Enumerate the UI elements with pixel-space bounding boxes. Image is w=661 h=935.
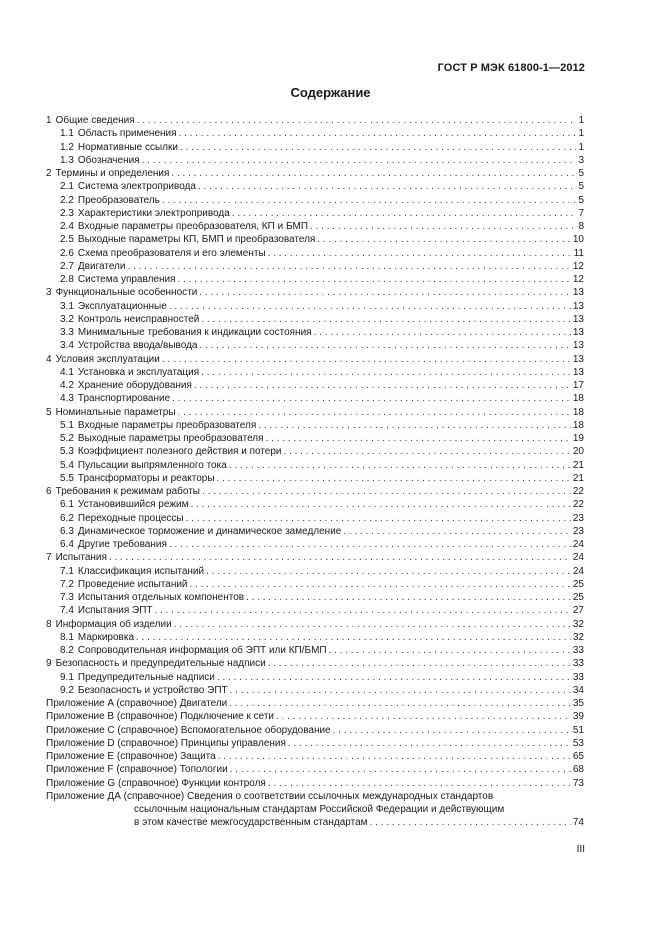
toc-entry-number: 8: [46, 618, 52, 630]
toc-entry[interactable]: [46, 750, 584, 763]
toc-entry[interactable]: [46, 472, 584, 485]
toc-entry-label: Термины и определения: [55, 168, 170, 179]
toc-entry-number: 4.3: [60, 393, 74, 405]
toc-entry-page: 23: [572, 525, 584, 537]
toc-entry-label: Приложение E (справочное) Защита: [46, 751, 216, 762]
toc-entry-label: Система управления: [77, 274, 176, 285]
toc-entry-page: 35: [572, 698, 584, 709]
dot-leader: [343, 525, 571, 538]
dot-leader: [190, 578, 571, 591]
toc-entry-number: 2: [46, 168, 52, 179]
toc-entry-label: Преобразователь: [77, 194, 160, 206]
toc-entry-page: 25: [572, 578, 584, 590]
toc-entry-number: 5: [46, 406, 52, 418]
toc-entry-number: 3: [46, 287, 52, 299]
toc-entry-number: 3.4: [60, 340, 74, 352]
dot-leader: [268, 247, 572, 260]
toc-entry-label: Транспортирование: [77, 393, 171, 405]
toc-entry-page: 13: [572, 313, 584, 325]
toc-entry-label: Испытания: [55, 552, 107, 564]
toc-entry-number: 1.3: [60, 154, 74, 166]
dot-leader: [201, 366, 571, 379]
dot-leader: [268, 777, 571, 790]
toc-entry[interactable]: [46, 180, 584, 193]
toc-entry-label: Общие сведения: [55, 115, 135, 126]
toc-entry-label: Требования к режимам работы: [55, 486, 200, 497]
toc-entry-page: 1: [578, 115, 584, 126]
toc-entry-label: Сопроводительная информация об ЭПТ или КП/БМП: [77, 645, 327, 656]
toc-entry[interactable]: [46, 697, 584, 710]
dot-leader: [109, 551, 571, 564]
toc-entry-label: Выходные параметры КП, БМП и преобразователя: [77, 234, 316, 246]
toc-entry-label: Функциональные особенности: [55, 287, 198, 299]
toc-entry-page: 19: [572, 433, 584, 444]
toc-entry-page: 73: [572, 777, 584, 789]
toc-entry-page: 18: [572, 393, 584, 405]
toc-entry-number: 8.1: [60, 631, 74, 643]
toc-entry[interactable]: [46, 512, 584, 525]
toc-entry[interactable]: [46, 154, 584, 167]
toc-entry[interactable]: [46, 300, 584, 313]
toc-entry-number: 1.1: [60, 128, 74, 140]
toc-entry-page: 22: [572, 499, 584, 511]
dot-leader: [201, 313, 571, 326]
dot-leader: [169, 538, 571, 551]
dot-leader: [218, 750, 571, 763]
dot-leader: [127, 260, 570, 273]
dot-leader: [136, 631, 571, 644]
toc-entry[interactable]: [46, 207, 584, 220]
toc-entry-page: 33: [572, 671, 584, 683]
toc-entry-number: 3.1: [60, 300, 74, 312]
toc-entry-page: 68: [572, 764, 584, 776]
toc-entry-label: Устройства ввода/вывода: [77, 340, 198, 352]
toc-entry-label: Хранение оборудования: [77, 380, 192, 391]
toc-entry[interactable]: [46, 578, 584, 591]
toc-entry-line: [46, 803, 584, 816]
dot-leader: [194, 379, 571, 392]
toc-entry-number: 5.4: [60, 459, 74, 471]
toc-entry[interactable]: [46, 551, 584, 564]
toc-entry-label: Входные параметры преобразователя: [77, 419, 257, 431]
toc-entry-label: ссылочным национальным стандартам Российской Федерации и действующим: [134, 804, 505, 815]
toc-entry-page: 1: [578, 141, 584, 153]
dot-leader: [230, 684, 571, 697]
toc-entry-annex-da[interactable]: [46, 790, 584, 830]
toc-entry-number: 6.1: [60, 499, 74, 511]
toc-entry-number: 1.2: [60, 141, 74, 153]
toc-entry-label: Область применения: [77, 128, 177, 140]
toc-entry-page: 3: [578, 154, 584, 166]
toc-entry-number: 2.5: [60, 234, 74, 246]
toc-entry-page: 32: [572, 631, 584, 643]
toc-entry[interactable]: [46, 260, 584, 273]
toc-entry-page: 13: [572, 327, 584, 338]
toc-entry-number: 2.3: [60, 207, 74, 219]
toc-entry-label: Маркировка: [77, 631, 135, 643]
toc-entry-number: 5.3: [60, 446, 74, 458]
toc-entry-label: Приложение F (справочное) Топологии: [46, 764, 228, 776]
toc-entry-page: 12: [572, 260, 584, 272]
toc-entry-line: [46, 790, 584, 803]
toc-entry[interactable]: [46, 459, 584, 472]
dot-leader: [229, 459, 571, 472]
dot-leader: [284, 445, 571, 458]
toc-entry-label: Другие требования: [77, 539, 167, 550]
toc-entry-label: Переходные процессы: [77, 512, 184, 524]
page-number: III: [576, 844, 585, 855]
toc-entry-page: 10: [572, 234, 584, 246]
toc-entry[interactable]: [46, 114, 584, 127]
toc-entry-number: 6.3: [60, 525, 74, 537]
toc-entry-label: Входные параметры преобразователя, КП и БМП: [77, 221, 309, 232]
toc-entry-page: 1: [578, 128, 584, 140]
toc-entry-page: 11: [573, 247, 584, 259]
toc-entry[interactable]: [46, 644, 584, 657]
toc-entry-page: 51: [572, 724, 584, 736]
toc-entry[interactable]: [46, 724, 584, 737]
toc-entry-page: 34: [572, 684, 584, 696]
toc-entry-number: 5.1: [60, 419, 74, 431]
dot-leader: [276, 710, 571, 723]
dot-leader: [288, 737, 571, 750]
toc-entry-page: 24: [572, 552, 584, 564]
toc-entry[interactable]: [46, 406, 584, 419]
dot-leader: [370, 816, 571, 829]
dot-leader: [174, 618, 571, 631]
toc-entry-page: 39: [572, 711, 584, 723]
toc-entry-number: 4.1: [60, 366, 74, 378]
toc-entry-number: 5.2: [60, 433, 74, 444]
toc-entry[interactable]: [46, 392, 584, 405]
toc-entry-number: 6.2: [60, 512, 74, 524]
toc-entry-label: Выходные параметры преобразователя: [77, 433, 264, 444]
toc-entry-page: 53: [572, 737, 584, 749]
dot-leader: [206, 565, 571, 578]
dot-leader: [329, 644, 571, 657]
dot-leader: [268, 657, 571, 670]
toc-entry-page: 23: [572, 512, 584, 524]
toc-entry[interactable]: [46, 353, 584, 366]
dot-leader: [199, 339, 570, 352]
dot-leader: [246, 591, 571, 604]
toc-entry-page: 13: [572, 366, 584, 378]
toc-entry-page: 7: [578, 207, 584, 219]
toc-entry[interactable]: [46, 127, 584, 140]
page-title: Содержание: [290, 85, 371, 100]
dot-leader: [266, 432, 571, 445]
toc-entry[interactable]: [46, 194, 584, 207]
toc-entry[interactable]: [46, 167, 584, 180]
dot-leader: [258, 419, 571, 432]
dot-leader: [142, 154, 577, 167]
toc-entry-number: 1: [46, 115, 52, 126]
toc-entry-page: 25: [572, 592, 584, 603]
toc-entry[interactable]: [46, 763, 584, 776]
toc-entry-label: Динамическое торможение и динамическое замедление: [77, 525, 342, 537]
toc-entry-page: 18: [572, 406, 584, 418]
toc-entry-page: 21: [572, 459, 584, 471]
toc-entry-label: Классификация испытаний: [77, 565, 205, 577]
toc-entry-page: 24: [572, 565, 584, 577]
toc-entry[interactable]: [46, 525, 584, 538]
toc-entry-label: Условия эксплуатации: [55, 353, 160, 365]
toc-entry-page: 27: [572, 605, 584, 617]
dot-leader: [171, 167, 576, 180]
toc-entry-number: 2.4: [60, 221, 74, 232]
toc-entry-label: Двигатели: [77, 260, 126, 272]
document-header: ГОСТ Р МЭК 61800-1—2012: [437, 62, 585, 74]
toc-entry-number: 4.2: [60, 380, 74, 391]
toc-entry-page: 5: [578, 168, 584, 179]
toc-entry-label: Обозначения: [77, 154, 140, 166]
dot-leader: [162, 194, 577, 207]
toc-entry-page: 33: [572, 658, 584, 670]
toc-entries: [46, 114, 584, 790]
toc-entry-page: 13: [572, 300, 584, 312]
toc-entry-label: Установка и эксплуатация: [77, 366, 200, 378]
dot-leader: [199, 286, 571, 299]
toc-entry-number: 2.8: [60, 274, 74, 285]
dot-leader: [179, 127, 577, 140]
toc-entry[interactable]: [46, 220, 584, 233]
toc-entry-page: 5: [578, 181, 584, 193]
table-of-contents: [46, 114, 584, 830]
toc-entry-number: 3.3: [60, 327, 74, 338]
dot-leader: [229, 697, 571, 710]
toc-entry-page: 22: [572, 486, 584, 497]
toc-entry[interactable]: [46, 538, 584, 551]
toc-entry-label: Приложение A (справочное) Двигатели: [46, 698, 228, 709]
toc-entry-label: Номинальные параметры: [55, 406, 176, 418]
dot-leader: [178, 273, 571, 286]
toc-entry-label: Коэффициент полезного действия и потери: [77, 446, 282, 458]
toc-entry-number: 9.1: [60, 671, 74, 683]
dot-leader: [230, 763, 571, 776]
toc-entry-number: 2.1: [60, 181, 74, 193]
toc-entry[interactable]: [46, 671, 584, 684]
toc-entry[interactable]: [46, 419, 584, 432]
dot-leader: [310, 220, 576, 233]
toc-entry[interactable]: [46, 379, 584, 392]
toc-entry-page: 18: [572, 419, 584, 431]
toc-entry[interactable]: [46, 737, 584, 750]
toc-entry-label: Минимальные требования к индикации состояния: [77, 327, 312, 338]
toc-entry-label: Информация об изделии: [55, 618, 172, 630]
toc-entry[interactable]: [46, 618, 584, 631]
dot-leader: [317, 233, 571, 246]
toc-entry-page: 21: [572, 472, 584, 484]
toc-entry-label: Предупредительные надписи: [77, 671, 215, 683]
toc-entry[interactable]: [46, 366, 584, 379]
toc-entry-number: 7.2: [60, 578, 74, 590]
dot-leader: [217, 671, 571, 684]
toc-entry-label: Приложение G (справочное) Функции контроля: [46, 777, 266, 789]
toc-entry-number: 7.4: [60, 605, 74, 617]
toc-entry-page: 12: [572, 274, 584, 285]
toc-entry[interactable]: [46, 326, 584, 339]
dot-leader: [137, 114, 577, 127]
toc-entry[interactable]: [46, 273, 584, 286]
toc-entry[interactable]: [46, 445, 584, 458]
toc-entry-label: Контроль неисправностей: [77, 313, 200, 325]
toc-entry-page: 33: [572, 645, 584, 656]
toc-entry-page: 65: [572, 751, 584, 762]
toc-entry-page: 13: [572, 287, 584, 299]
toc-entry-label: Система электропривода: [77, 181, 196, 193]
toc-entry-label: в этом качестве межгосударственным стандартам: [134, 817, 368, 829]
toc-entry-label: Приложение D (справочное) Принципы управления: [46, 737, 286, 749]
toc-entry-label: Нормативные ссылки: [77, 141, 178, 153]
toc-entry-page: 5: [578, 194, 584, 206]
toc-entry-page: 17: [572, 380, 584, 391]
toc-entry[interactable]: [46, 141, 584, 154]
dot-leader: [198, 180, 577, 193]
toc-entry[interactable]: [46, 247, 584, 260]
toc-entry[interactable]: [46, 485, 584, 498]
toc-entry[interactable]: [46, 286, 584, 299]
toc-entry-label: Схема преобразователя и его элементы: [77, 247, 266, 259]
dot-leader: [202, 485, 571, 498]
dot-leader: [333, 724, 571, 737]
toc-entry-page: 13: [572, 340, 584, 352]
toc-entry-page: 13: [572, 353, 584, 365]
toc-entry-number: 4: [46, 353, 52, 365]
toc-entry[interactable]: [46, 777, 584, 790]
dot-leader: [178, 406, 571, 419]
toc-entry-label: Испытания ЭПТ: [77, 605, 153, 617]
toc-entry[interactable]: [46, 591, 584, 604]
dot-leader: [155, 604, 571, 617]
dot-leader: [314, 326, 571, 339]
toc-entry-page: 20: [572, 446, 584, 458]
toc-entry-number: 8.2: [60, 645, 74, 656]
toc-entry-label: Приложение ДА (справочное) Сведения о соответствии ссылочных международных стандартов: [46, 790, 494, 802]
toc-entry[interactable]: [46, 684, 584, 697]
toc-entry-label: Проведение испытаний: [77, 578, 188, 590]
toc-entry[interactable]: [46, 631, 584, 644]
toc-entry-label: Безопасность и устройство ЭПТ: [77, 684, 228, 696]
toc-entry-label: Приложение C (справочное) Вспомогательное оборудование: [46, 724, 331, 736]
toc-entry[interactable]: [46, 313, 584, 326]
toc-entry[interactable]: [46, 565, 584, 578]
toc-entry[interactable]: [46, 657, 584, 670]
dot-leader: [190, 498, 570, 511]
toc-entry-number: 6.4: [60, 539, 74, 550]
toc-entry-label: Трансформаторы и реакторы: [77, 472, 215, 484]
toc-entry-number: 6: [46, 486, 52, 497]
toc-entry-page: 32: [572, 618, 584, 630]
dot-leader: [186, 512, 571, 525]
dot-leader: [217, 472, 571, 485]
toc-entry-label: Характеристики электропривода: [77, 207, 230, 219]
toc-entry-number: 2.7: [60, 260, 74, 272]
toc-entry[interactable]: [46, 498, 584, 511]
toc-entry-label: Безопасность и предупредительные надписи: [55, 658, 266, 670]
toc-entry-number: 7.3: [60, 592, 74, 603]
dot-leader: [180, 141, 576, 154]
toc-entry-number: 2.2: [60, 194, 74, 206]
toc-entry[interactable]: [46, 233, 584, 246]
toc-entry-number: 7: [46, 552, 52, 564]
toc-entry-page: 74: [572, 817, 584, 829]
toc-entry[interactable]: [46, 339, 584, 352]
toc-entry-number: 2.6: [60, 247, 74, 259]
dot-leader: [162, 353, 571, 366]
toc-entry-number: 5.5: [60, 472, 74, 484]
dot-leader: [169, 300, 571, 313]
toc-entry-number: 9.2: [60, 684, 74, 696]
dot-leader: [232, 207, 577, 220]
toc-entry[interactable]: [46, 604, 584, 617]
toc-entry-label: Пульсации выпрямленного тока: [77, 459, 227, 471]
toc-entry-page: 24: [572, 539, 584, 550]
toc-entry-number: 7.1: [60, 565, 74, 577]
dot-leader: [172, 392, 571, 405]
toc-entry-label: Эксплуатационные: [77, 300, 167, 312]
toc-entry-label: Установившийся режим: [77, 499, 189, 511]
toc-entry[interactable]: [46, 710, 584, 723]
toc-entry-label: Приложение B (справочное) Подключение к сети: [46, 711, 274, 723]
toc-entry[interactable]: [46, 432, 584, 445]
toc-entry-label: Испытания отдельных компонентов: [77, 592, 245, 603]
toc-entry-line: [46, 816, 584, 829]
toc-entry-number: 9: [46, 658, 52, 670]
toc-entry-number: 3.2: [60, 313, 74, 325]
toc-entry-page: 8: [578, 221, 584, 232]
